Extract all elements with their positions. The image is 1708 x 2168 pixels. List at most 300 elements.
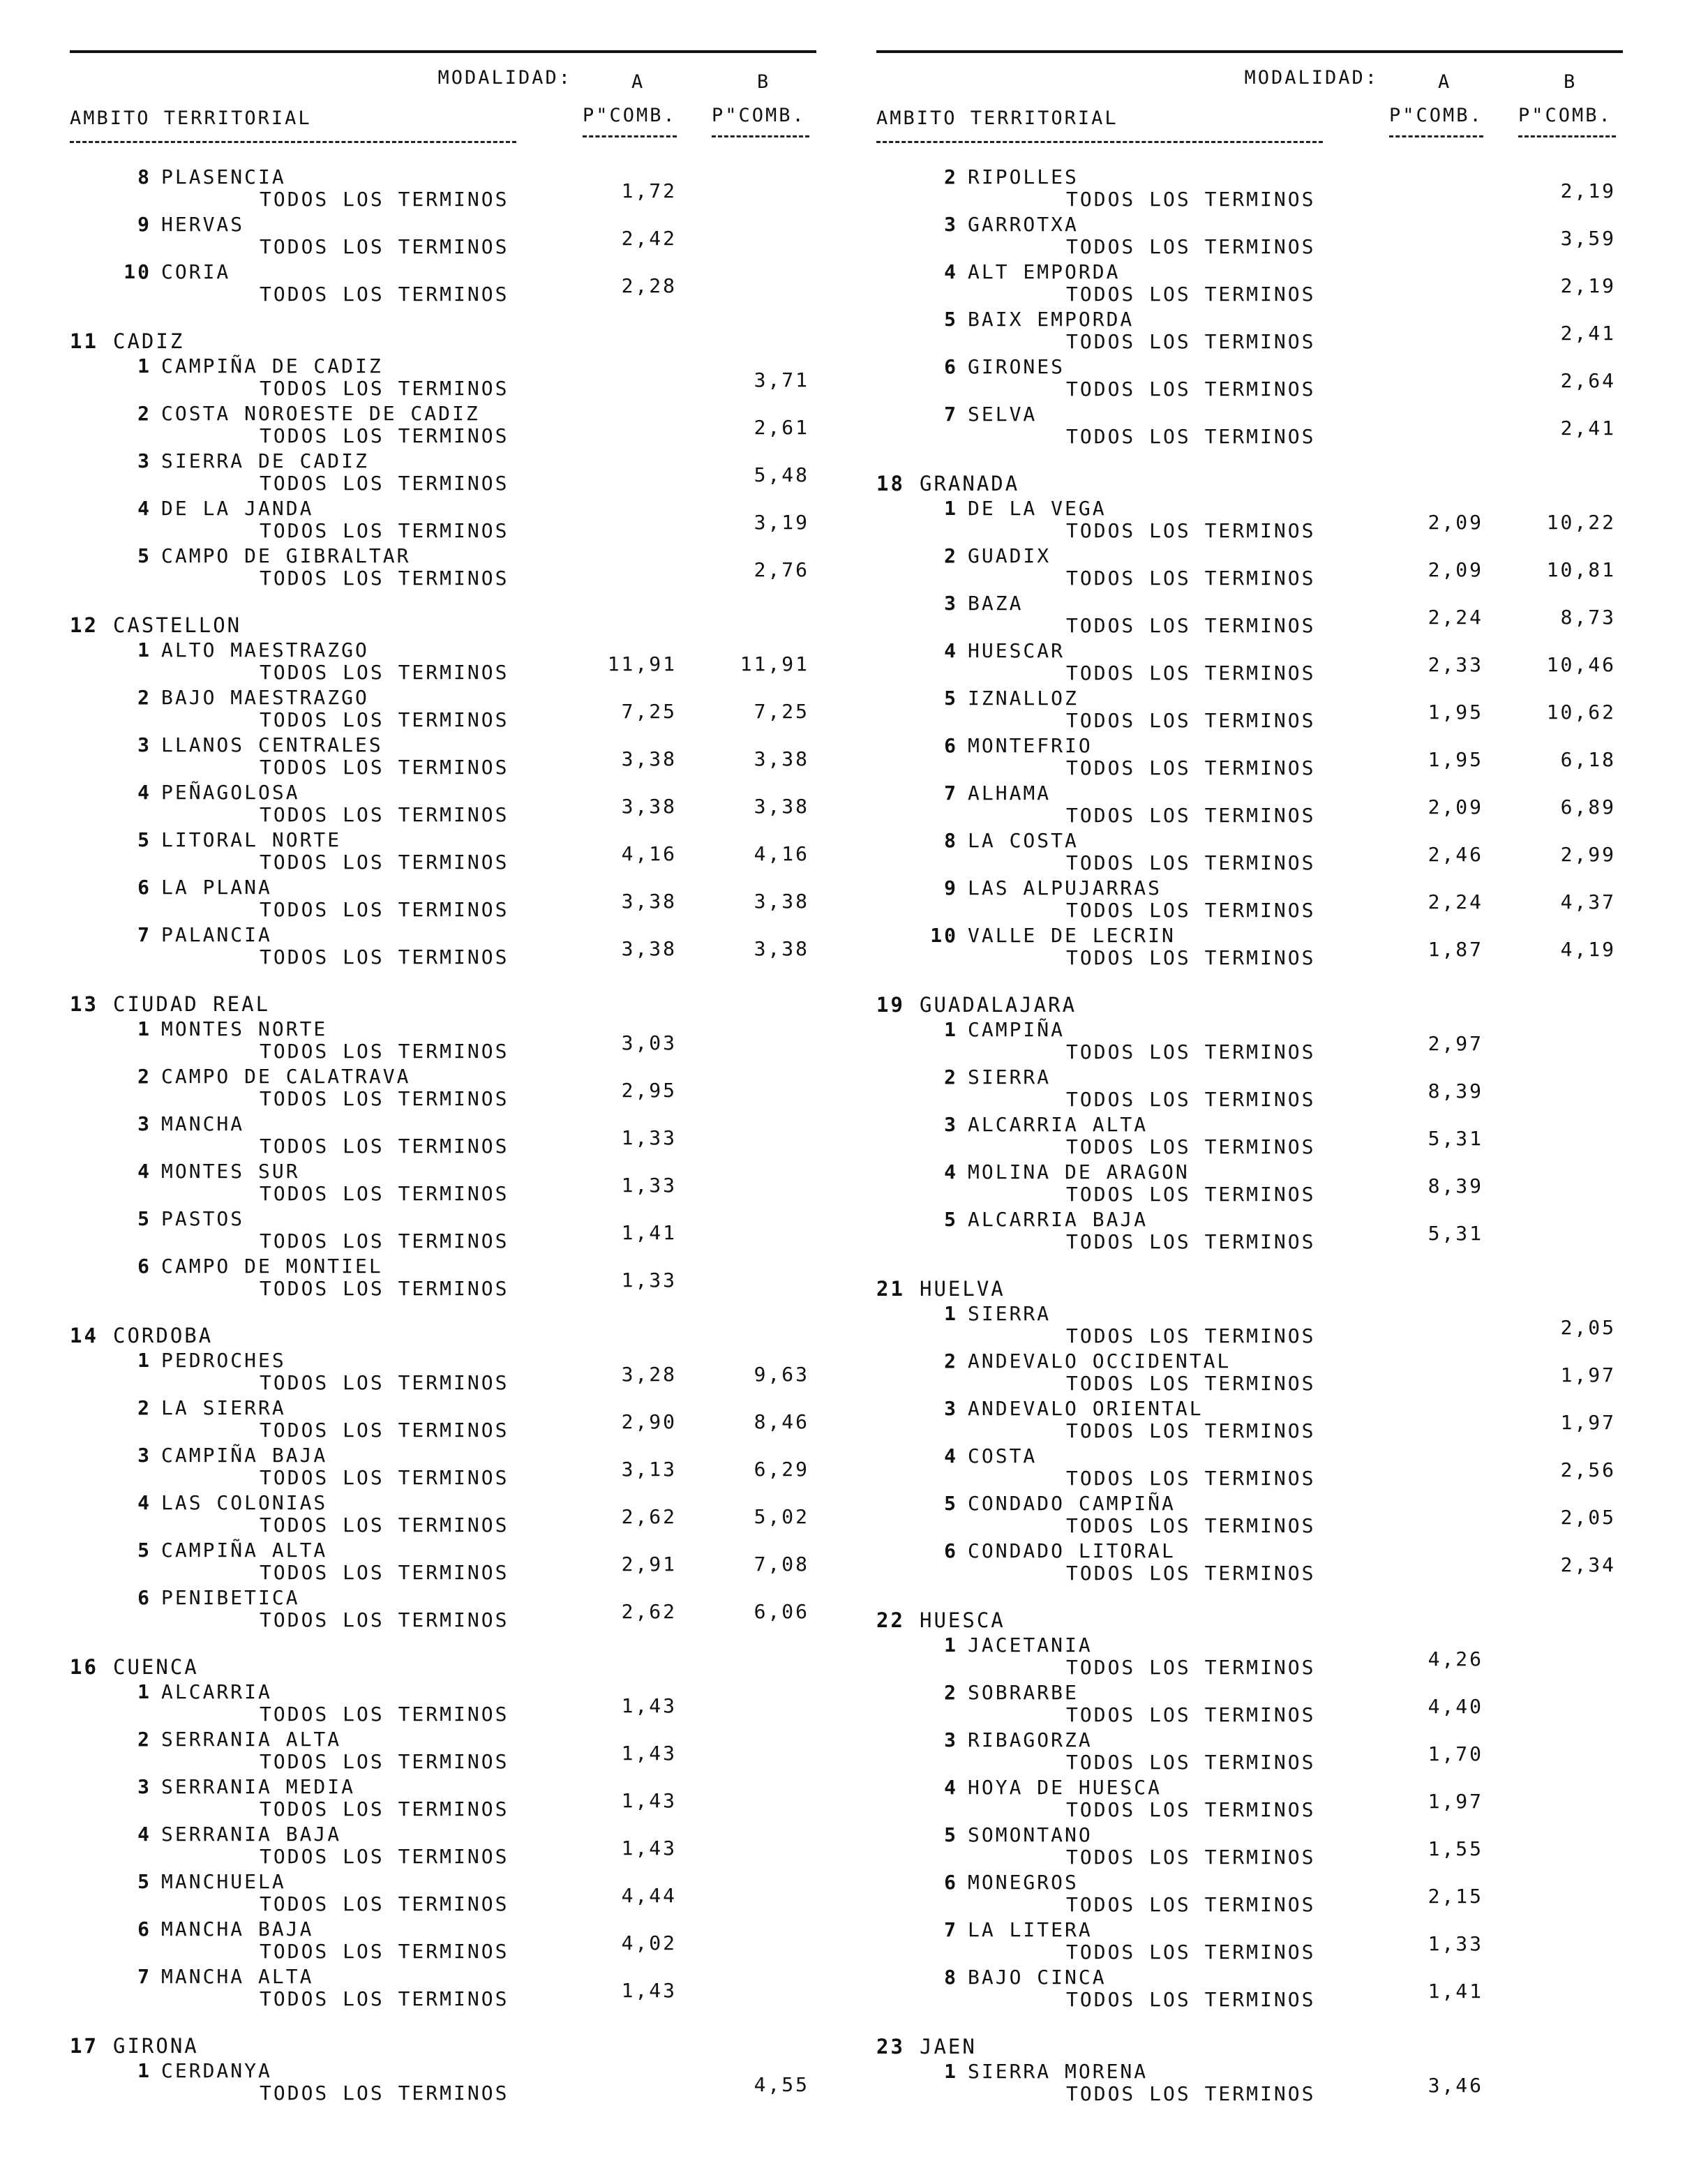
value-b: 2,05	[1560, 1506, 1616, 1529]
value-a: 2,62	[621, 1505, 677, 1528]
comarca-name-line	[920, 782, 1051, 805]
value-a: 1,41	[1428, 1980, 1483, 2003]
value-b: 1,97	[1560, 1411, 1616, 1434]
comarca-number: 2	[944, 1681, 958, 1704]
todos-los-terminos-label: TODOS LOS TERMINOS	[1066, 1562, 1316, 1585]
comarca-row	[70, 923, 816, 971]
comarca-name-line	[920, 924, 1176, 948]
comarca-name: DE LA VEGA	[968, 497, 1107, 520]
province-name: GUADALAJARA	[920, 993, 1077, 1017]
comarca-name: CAMPO DE GIBRALTAR	[161, 544, 411, 567]
comarca-row	[70, 1065, 816, 1112]
province-name: CIUDAD REAL	[113, 992, 271, 1016]
comarca-number: 8	[137, 165, 151, 188]
comarca-number: 4	[137, 781, 151, 804]
comarca-number: 1	[944, 1302, 958, 1325]
value-a: 1,95	[1428, 748, 1483, 771]
section-gap	[876, 450, 1623, 471]
comarca-number: 6	[137, 1917, 151, 1941]
comarca-name-line	[920, 1350, 1231, 1373]
comarca-number: 9	[944, 876, 958, 899]
comarca-number: 3	[944, 1728, 958, 1751]
comarca-row	[876, 876, 1623, 924]
value-a: 1,43	[621, 1694, 677, 1717]
comarca-name: LLANOS CENTRALES	[161, 733, 383, 756]
comarca-row	[70, 1017, 816, 1065]
comarca-name-line	[113, 923, 272, 947]
value-a: 7,25	[621, 700, 677, 723]
value-a: 1,70	[1428, 1742, 1483, 1765]
value-b: 3,71	[754, 368, 809, 391]
todos-los-terminos-label: TODOS LOS TERMINOS	[1066, 851, 1316, 874]
section-gap	[876, 1587, 1623, 1608]
todos-los-terminos-label: TODOS LOS TERMINOS	[1066, 1230, 1316, 1253]
comarca-name-line	[113, 686, 369, 710]
value-b: 4,55	[754, 2073, 809, 2096]
comarca-name: SERRANIA BAJA	[161, 1823, 342, 1846]
value-a: 2,09	[1428, 511, 1483, 534]
value-b: 3,19	[754, 511, 809, 534]
todos-los-terminos-label: TODOS LOS TERMINOS	[1066, 1846, 1316, 1869]
value-a: 3,28	[621, 1363, 677, 1386]
value-b: 7,08	[754, 1553, 809, 1576]
comarca-number: 5	[944, 308, 958, 331]
todos-los-terminos-label: TODOS LOS TERMINOS	[260, 1135, 509, 1158]
province-name: GRANADA	[920, 472, 1020, 495]
value-a: 3,03	[621, 1031, 677, 1054]
comarca-number: 2	[137, 1065, 151, 1088]
comarca-name-line	[113, 2059, 272, 2083]
province-name: GIRONA	[113, 2034, 199, 2058]
comarca-name-line	[113, 1539, 327, 1562]
comarca-name-line	[113, 1444, 327, 1467]
province-number: 21	[876, 1277, 905, 1301]
comarca-name-line	[113, 1823, 341, 1846]
comarca-number: 3	[137, 1112, 151, 1135]
comarca-row	[70, 165, 816, 213]
value-b: 2,34	[1560, 1553, 1616, 1576]
value-b: 10,81	[1546, 558, 1616, 581]
todos-los-terminos-label: TODOS LOS TERMINOS	[260, 1087, 509, 1110]
todos-los-terminos-label: TODOS LOS TERMINOS	[260, 851, 509, 874]
comarca-name: CAMPIÑA DE CADIZ	[161, 354, 383, 377]
comarca-number: 1	[137, 1680, 151, 1703]
comarca-row	[70, 213, 816, 260]
todos-los-terminos-label: TODOS LOS TERMINOS	[260, 1987, 509, 2010]
comarca-name-line	[920, 1823, 1093, 1847]
comarca-number: 5	[944, 1823, 958, 1846]
comarca-name: DE LA JANDA	[161, 497, 314, 520]
comarca-number: 4	[137, 1160, 151, 1183]
comarca-name: SERRANIA MEDIA	[161, 1775, 356, 1798]
comarca-number: 9	[137, 213, 151, 236]
comarca-name: BAZA	[968, 592, 1024, 615]
value-b: 2,56	[1560, 1458, 1616, 1481]
todos-los-terminos-label: TODOS LOS TERMINOS	[1066, 1798, 1316, 1821]
value-b: 10,22	[1546, 511, 1616, 534]
value-a: 4,44	[621, 1884, 677, 1907]
comarca-row	[876, 260, 1623, 308]
comarca-number: 1	[944, 1634, 958, 1657]
comarca-name-line	[113, 1491, 327, 1515]
todos-los-terminos-label: TODOS LOS TERMINOS	[260, 1940, 509, 1963]
comarca-name-line	[113, 1017, 327, 1041]
value-a: 1,43	[621, 1837, 677, 1860]
value-a: 3,38	[621, 890, 677, 913]
comarca-name-line	[113, 1775, 355, 1799]
value-b: 3,38	[754, 937, 809, 960]
todos-los-terminos-label: TODOS LOS TERMINOS	[1066, 377, 1316, 401]
comarca-number: 4	[944, 1160, 958, 1183]
section-gap	[70, 308, 816, 329]
comarca-name: RIBAGORZA	[968, 1728, 1093, 1751]
value-b: 2,05	[1560, 1316, 1616, 1339]
comarca-name-line	[920, 1776, 1162, 1800]
value-a: 3,38	[621, 795, 677, 818]
province-name: CASTELLON	[113, 613, 242, 637]
comarca-number: 5	[137, 544, 151, 567]
province-heading	[876, 1276, 1623, 1302]
comarca-row	[876, 1776, 1623, 1823]
comarca-name-line	[920, 1066, 1051, 1089]
value-a: 2,24	[1428, 606, 1483, 629]
comarca-row	[876, 355, 1623, 403]
comarca-row	[876, 924, 1623, 971]
comarca-number: 1	[137, 1349, 151, 1372]
value-b: 2,99	[1560, 843, 1616, 866]
comarca-row	[876, 213, 1623, 260]
comarca-name: LAS COLONIAS	[161, 1491, 328, 1514]
comarca-name: CERDANYA	[161, 2059, 272, 2082]
comarca-name: CORIA	[161, 260, 231, 283]
todos-los-terminos-label: TODOS LOS TERMINOS	[1066, 1656, 1316, 1679]
comarca-name: PEDROCHES	[161, 1349, 286, 1372]
comarca-number: 4	[944, 260, 958, 283]
comarca-row	[876, 1871, 1623, 1918]
todos-los-terminos-label: TODOS LOS TERMINOS	[260, 377, 509, 400]
todos-los-terminos-label: TODOS LOS TERMINOS	[260, 2081, 509, 2105]
value-a: 3,38	[621, 937, 677, 960]
value-b: 5,02	[754, 1505, 809, 1528]
comarca-row	[876, 1397, 1623, 1444]
todos-los-terminos-label: TODOS LOS TERMINOS	[1066, 946, 1316, 969]
value-a: 1,43	[621, 1979, 677, 2002]
modalidad-label: MODALIDAD:	[1244, 67, 1379, 89]
comarca-number: 7	[137, 1965, 151, 1988]
todos-los-terminos-label: TODOS LOS TERMINOS	[260, 472, 509, 495]
comarca-name-line	[920, 1728, 1093, 1752]
comarca-name-line	[113, 1917, 313, 1941]
value-b: 2,76	[754, 558, 809, 581]
comarca-row	[876, 1539, 1623, 1587]
comarca-name-line	[920, 1018, 1065, 1042]
comarca-row	[876, 1160, 1623, 1208]
todos-los-terminos-label: TODOS LOS TERMINOS	[260, 1040, 509, 1063]
value-b: 8,73	[1560, 606, 1616, 629]
comarca-number: 5	[944, 687, 958, 710]
value-a: 1,97	[1428, 1790, 1483, 1813]
comarca-row	[70, 876, 816, 923]
comarca-row	[70, 1444, 816, 1491]
value-b: 6,06	[754, 1600, 809, 1623]
comarca-name-line	[113, 1207, 244, 1231]
comarca-name: MONTES SUR	[161, 1160, 300, 1183]
comarca-row	[876, 497, 1623, 544]
comarca-row	[876, 1444, 1623, 1492]
comarca-number: 1	[944, 497, 958, 520]
comarca-name: BAJO CINCA	[968, 1966, 1107, 1989]
value-a: 3,38	[621, 747, 677, 770]
todos-los-terminos-label: TODOS LOS TERMINOS	[1066, 1372, 1316, 1395]
todos-los-terminos-label: TODOS LOS TERMINOS	[1066, 188, 1316, 211]
comarca-row	[70, 2059, 816, 2107]
todos-los-terminos-label: TODOS LOS TERMINOS	[260, 945, 509, 969]
province-name: CORDOBA	[113, 1324, 214, 1347]
comarca-number: 5	[137, 828, 151, 851]
comarca-row	[70, 1255, 816, 1302]
comarca-name: PENIBETICA	[161, 1586, 300, 1609]
todos-los-terminos-label: TODOS LOS TERMINOS	[1066, 1183, 1316, 1206]
value-a: 2,24	[1428, 890, 1483, 913]
province-number: 22	[876, 1608, 905, 1632]
todos-los-terminos-label: TODOS LOS TERMINOS	[1066, 2082, 1316, 2105]
column-b-label: B	[757, 71, 771, 93]
comarca-row	[876, 1728, 1623, 1776]
comarca-name-line	[920, 165, 1079, 189]
comarca-row	[70, 1396, 816, 1444]
comarca-row	[70, 1112, 816, 1160]
value-a: 2,46	[1428, 843, 1483, 866]
value-b: 10,46	[1546, 653, 1616, 676]
province-number: 12	[70, 613, 98, 637]
comarca-row	[876, 165, 1623, 213]
value-a: 1,33	[621, 1126, 677, 1149]
comarca-name-line	[920, 1444, 1037, 1468]
comarca-name: MANCHUELA	[161, 1870, 286, 1893]
value-a: 2,09	[1428, 795, 1483, 818]
comarca-name: SERRANIA ALTA	[161, 1728, 342, 1751]
comarca-name: PEÑAGOLOSA	[161, 781, 300, 804]
comarca-name-line	[113, 354, 383, 378]
comarca-row	[70, 1207, 816, 1255]
comarca-name-line	[113, 260, 230, 284]
comarca-name: BAJO MAESTRAZGO	[161, 686, 369, 709]
value-a: 2,33	[1428, 653, 1483, 676]
comarca-number: 10	[930, 924, 958, 947]
todos-los-terminos-label: TODOS LOS TERMINOS	[1066, 1088, 1316, 1111]
comarca-name-line	[113, 544, 410, 568]
comarca-name: COSTA	[968, 1444, 1037, 1467]
comarca-row	[876, 1018, 1623, 1066]
comarca-name: IZNALLOZ	[968, 687, 1079, 710]
comarca-row	[876, 1918, 1623, 1966]
comarca-row	[70, 1965, 816, 2012]
province-number: 18	[876, 472, 905, 495]
comarca-row	[70, 1870, 816, 1917]
comarca-row	[70, 1917, 816, 1965]
section-gap	[70, 2012, 816, 2033]
comarca-number: 2	[944, 1066, 958, 1089]
todos-los-terminos-label: TODOS LOS TERMINOS	[1066, 1514, 1316, 1537]
value-b: 5,48	[754, 463, 809, 486]
value-b: 9,63	[754, 1363, 809, 1386]
comarca-name-line	[113, 638, 369, 662]
comarca-row	[876, 782, 1623, 829]
comarca-name-line	[920, 1871, 1079, 1894]
comarca-name-line	[920, 1492, 1176, 1516]
comarca-row	[876, 1634, 1623, 1681]
comarca-row	[70, 1160, 816, 1207]
comarca-number: 3	[137, 733, 151, 756]
todos-los-terminos-label: TODOS LOS TERMINOS	[1066, 1040, 1316, 1063]
todos-los-terminos-label: TODOS LOS TERMINOS	[1066, 1467, 1316, 1490]
column-b-label: B	[1564, 71, 1578, 93]
province-number: 17	[70, 2034, 98, 2058]
comarca-row	[70, 544, 816, 592]
value-b: 4,16	[754, 842, 809, 865]
comarca-name-line	[113, 876, 272, 899]
comarca-name: MONTEFRIO	[968, 734, 1093, 757]
comarca-name-line	[113, 1965, 313, 1989]
province-heading	[876, 1608, 1623, 1634]
comarca-row	[876, 639, 1623, 687]
todos-los-terminos-label: TODOS LOS TERMINOS	[1066, 804, 1316, 827]
comarca-row	[70, 1775, 816, 1823]
value-b: 3,38	[754, 747, 809, 770]
value-b: 3,59	[1560, 227, 1616, 250]
value-a: 1,33	[621, 1174, 677, 1197]
comarca-row	[70, 1349, 816, 1396]
todos-los-terminos-label: TODOS LOS TERMINOS	[1066, 330, 1316, 353]
todos-los-terminos-label: TODOS LOS TERMINOS	[260, 424, 509, 447]
todos-los-terminos-label: TODOS LOS TERMINOS	[260, 519, 509, 542]
todos-los-terminos-label: TODOS LOS TERMINOS	[260, 1892, 509, 1915]
value-a: 11,91	[607, 652, 677, 675]
pcomb-a-header: P"COMB.	[583, 105, 677, 126]
section-gap	[876, 2013, 1623, 2034]
comarca-name-line	[920, 592, 1023, 615]
comarca-row	[70, 1680, 816, 1728]
value-a: 4,40	[1428, 1695, 1483, 1718]
province-number: 16	[70, 1655, 98, 1679]
comarca-name: CAMPIÑA BAJA	[161, 1444, 328, 1467]
comarca-name-line	[920, 1966, 1107, 1989]
comarca-name: PASTOS	[161, 1207, 245, 1230]
comarca-name: CAMPIÑA	[968, 1018, 1065, 1041]
comarca-name-line	[920, 260, 1120, 284]
todos-los-terminos-label: TODOS LOS TERMINOS	[260, 756, 509, 779]
comarca-name: SIERRA MORENA	[968, 2060, 1148, 2083]
comarca-number: 5	[944, 1208, 958, 1231]
todos-los-terminos-label: TODOS LOS TERMINOS	[260, 1845, 509, 1868]
todos-los-terminos-label: TODOS LOS TERMINOS	[1066, 1988, 1316, 2011]
comarca-row	[70, 781, 816, 828]
ambito-underline	[70, 141, 516, 143]
todos-los-terminos-label: TODOS LOS TERMINOS	[1066, 1419, 1316, 1442]
comarca-name-line	[920, 403, 1037, 426]
value-a: 1,87	[1428, 938, 1483, 961]
comarca-number: 4	[944, 1444, 958, 1467]
todos-los-terminos-label: TODOS LOS TERMINOS	[1066, 614, 1316, 637]
comarca-name: SIERRA	[968, 1302, 1051, 1325]
comarca-row	[876, 734, 1623, 782]
comarca-number: 2	[944, 544, 958, 567]
comarca-row	[876, 687, 1623, 734]
province-heading	[70, 1654, 816, 1680]
comarca-number: 1	[137, 2059, 151, 2082]
value-a: 4,02	[621, 1931, 677, 1954]
comarca-number: 5	[137, 1870, 151, 1893]
pcomb-b-underline	[1518, 135, 1616, 137]
value-a: 2,62	[621, 1600, 677, 1623]
value-a: 4,16	[621, 842, 677, 865]
comarca-row	[876, 1823, 1623, 1871]
value-a: 2,95	[621, 1079, 677, 1102]
value-b: 11,91	[740, 652, 809, 675]
comarca-name: SELVA	[968, 403, 1037, 426]
todos-los-terminos-label: TODOS LOS TERMINOS	[1066, 756, 1316, 779]
todos-los-terminos-label: TODOS LOS TERMINOS	[260, 898, 509, 921]
comarca-row	[876, 544, 1623, 592]
comarca-row	[70, 638, 816, 686]
province-name: CUENCA	[113, 1655, 199, 1679]
comarca-number: 3	[944, 592, 958, 615]
province-heading	[876, 471, 1623, 497]
todos-los-terminos-label: TODOS LOS TERMINOS	[260, 283, 509, 306]
todos-los-terminos-label: TODOS LOS TERMINOS	[1066, 709, 1316, 732]
value-a: 8,39	[1428, 1079, 1483, 1102]
comarca-name: GUADIX	[968, 544, 1051, 567]
todos-los-terminos-label: TODOS LOS TERMINOS	[1066, 1751, 1316, 1774]
value-b: 2,64	[1560, 369, 1616, 392]
province-name: HUESCA	[920, 1608, 1005, 1632]
comarca-name-line	[113, 402, 480, 426]
comarca-row	[70, 686, 816, 733]
province-heading	[70, 2033, 816, 2059]
value-b: 4,19	[1560, 938, 1616, 961]
comarca-number: 2	[137, 402, 151, 425]
comarca-name-line	[113, 1255, 383, 1278]
comarca-name: CAMPIÑA ALTA	[161, 1539, 328, 1562]
value-a: 2,91	[621, 1553, 677, 1576]
comarca-name-line	[113, 449, 369, 473]
value-a: 1,33	[621, 1269, 677, 1292]
comarca-number: 1	[137, 354, 151, 377]
comarca-row	[70, 449, 816, 497]
value-a: 2,15	[1428, 1885, 1483, 1908]
comarca-name-line	[113, 1870, 286, 1894]
ambito-header: AMBITO TERRITORIAL	[876, 107, 1118, 129]
pcomb-b-underline	[712, 135, 809, 137]
todos-los-terminos-label: TODOS LOS TERMINOS	[1066, 425, 1316, 448]
todos-los-terminos-label: TODOS LOS TERMINOS	[260, 708, 509, 731]
comarca-name-line	[113, 733, 383, 757]
comarca-number: 3	[944, 1397, 958, 1420]
value-a: 5,31	[1428, 1222, 1483, 1245]
comarca-number: 4	[137, 497, 151, 520]
comarca-name: VALLE DE LECRIN	[968, 924, 1176, 947]
comarca-row	[876, 2060, 1623, 2107]
comarca-number: 4	[944, 639, 958, 662]
comarca-number: 3	[137, 1444, 151, 1467]
comarca-number: 6	[137, 1586, 151, 1609]
comarca-name: SIERRA	[968, 1066, 1051, 1089]
todos-los-terminos-label: TODOS LOS TERMINOS	[260, 1703, 509, 1726]
comarca-name: MONEGROS	[968, 1871, 1079, 1894]
comarca-name: HERVAS	[161, 213, 245, 236]
value-b: 2,19	[1560, 274, 1616, 297]
comarca-name-line	[920, 734, 1093, 758]
